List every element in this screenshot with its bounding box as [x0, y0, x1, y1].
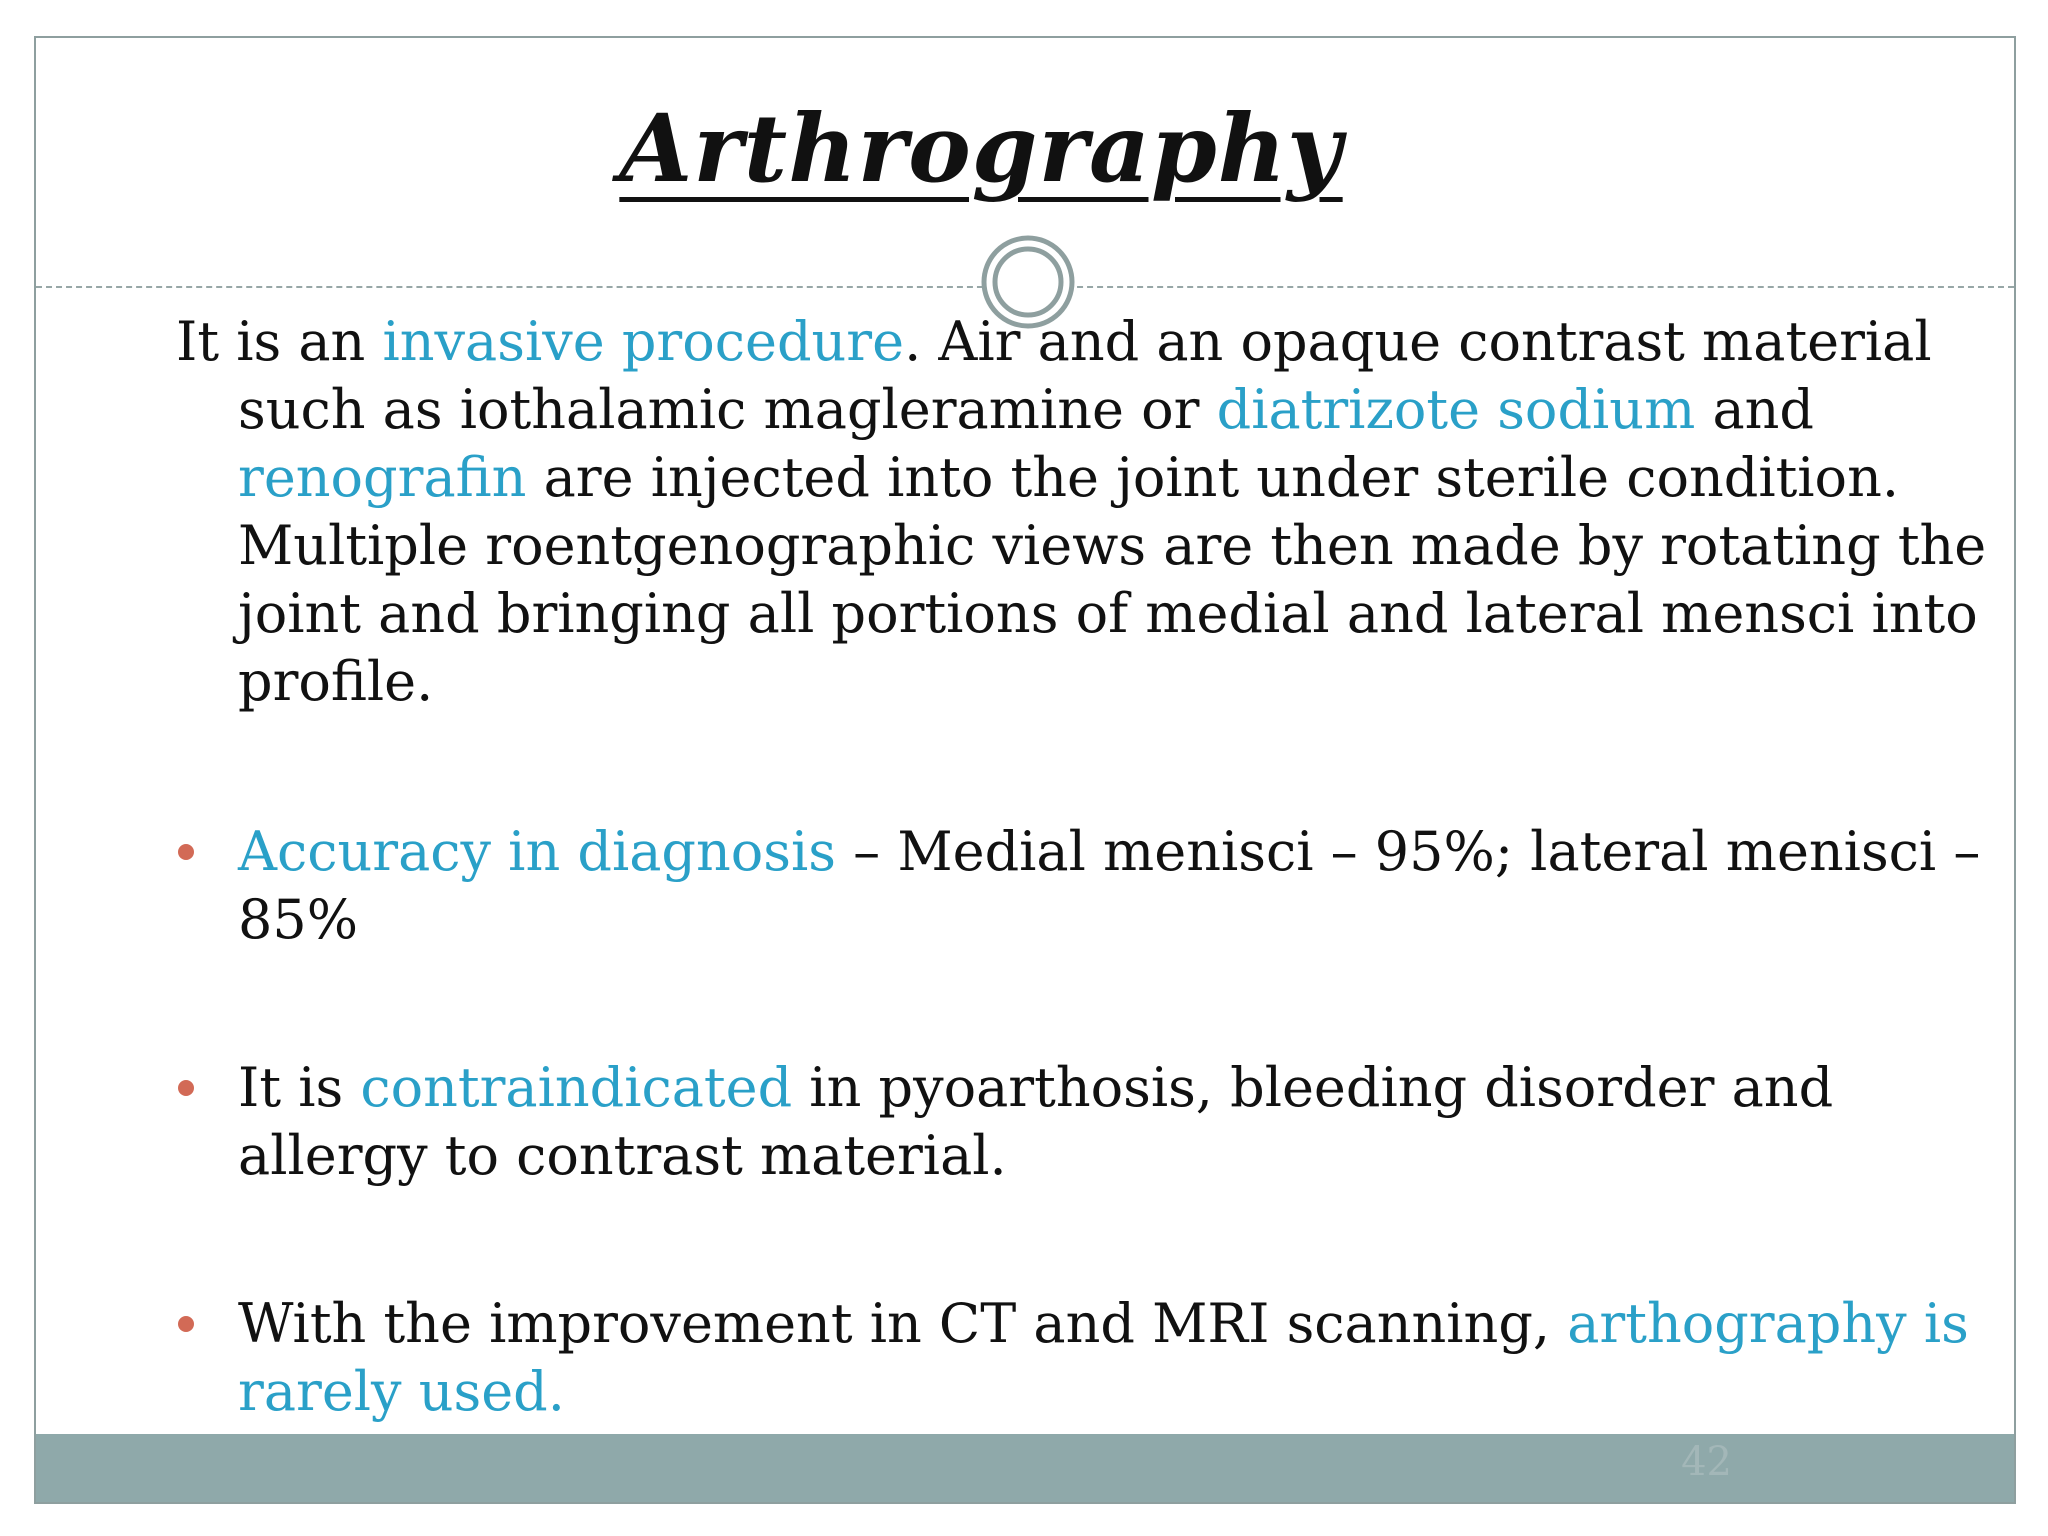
bullet-dot-icon — [178, 1316, 194, 1332]
bullet-contra-text-2: in pyoarthosis, bleeding disorder and allergy to contrast material. — [238, 1056, 1834, 1187]
bullet-contra-text-1: It is — [238, 1056, 361, 1119]
highlight-rarely-used: arthography is rarely used. — [238, 1292, 1969, 1423]
intro-text-3: and — [1695, 378, 1814, 441]
highlight-invasive-procedure: invasive procedure — [382, 310, 905, 373]
slide-content — [176, 308, 1996, 1426]
bullet-rarely-text: With the improvement in CT and MRI scanning, — [238, 1292, 1568, 1355]
footer-bar — [36, 1434, 2014, 1502]
bullet-rarely-used — [176, 1290, 1996, 1426]
intro-text-4: are injected into the joint under sterile condition. Multiple roentgenographic views are then made by rotating the joint and bringing all portions of medial and lateral mensci into profile. — [238, 446, 1987, 713]
intro-text-1: It is an — [176, 310, 383, 373]
slide — [34, 36, 2016, 1504]
slide-title: Arthrography — [619, 94, 1343, 204]
bullet-accuracy — [176, 818, 1996, 954]
page-number: 42 — [1681, 1439, 1732, 1485]
highlight-contraindicated: contraindicated — [360, 1056, 793, 1119]
bullet-contraindicated — [176, 1054, 1996, 1190]
highlight-diatrizote-sodium: diatrizote sodium — [1216, 378, 1696, 441]
intro-paragraph — [176, 308, 1996, 716]
bullet-dot-icon — [178, 844, 194, 860]
highlight-accuracy: Accuracy in diagnosis — [238, 820, 836, 883]
bullet-dot-icon — [178, 1080, 194, 1096]
intro-text-2: . Air and an opaque contrast material such as iothalamic magleramine or — [238, 310, 1932, 441]
highlight-renografin: renografin — [238, 446, 527, 509]
bullet-accuracy-text: – Medial menisci – 95%; lateral menisci – 85% — [238, 820, 1981, 951]
